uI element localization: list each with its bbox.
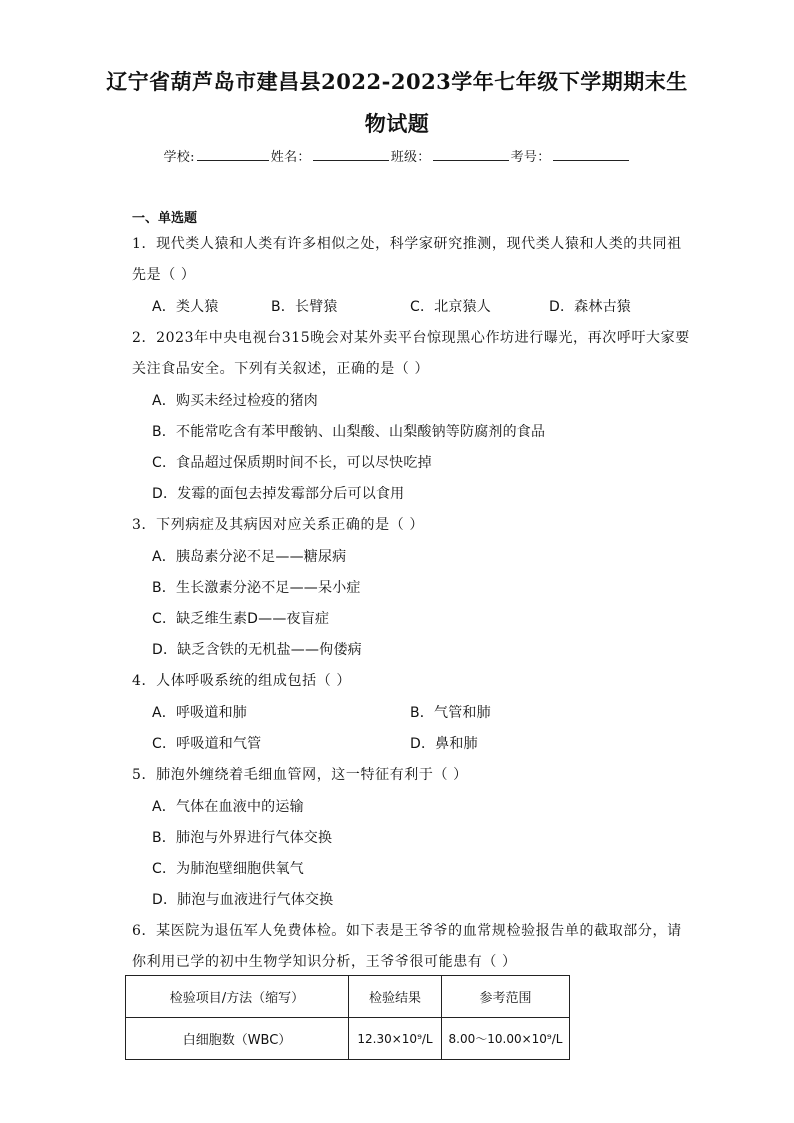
- question-5-option-c: C．为肺泡壁细胞供氧气: [152, 861, 304, 877]
- question-4-option-d: D．鼻和肺: [410, 736, 478, 752]
- question-3-option-c: C．缺乏维生素D——夜盲症: [152, 611, 330, 627]
- question-5-option-b: B．肺泡与外界进行气体交换: [152, 830, 333, 846]
- table-cell: 白细胞数（WBC）: [126, 1018, 349, 1060]
- question-6-line-1: 6．某医院为退伍军人免费体检。如下表是王爷爷的血常规检验报告单的截取部分，请: [132, 923, 682, 939]
- table-cell: 8.00～10.00×10⁹/L: [442, 1018, 570, 1060]
- question-3-option-b: B．生长激素分泌不足——呆小症: [152, 580, 361, 596]
- question-2-option-d: D．发霉的面包去掉发霉部分后可以食用: [152, 486, 405, 502]
- question-3-line-1: 3．下列病症及其病因对应关系正确的是（ ）: [132, 517, 424, 533]
- question-1-line-2: 先是（ ）: [132, 267, 196, 283]
- question-2-option-a: A．购买未经过检疫的猪肉: [152, 393, 318, 409]
- class-blank[interactable]: [433, 148, 509, 161]
- student-info-row: [0, 146, 794, 165]
- table-header-cell: 检验项目/方法（缩写）: [126, 976, 349, 1018]
- question-2-option-b: B．不能常吃含有苯甲酸钠、山梨酸、山梨酸钠等防腐剂的食品: [152, 424, 546, 440]
- question-5-option-d: D．肺泡与血液进行气体交换: [152, 892, 334, 908]
- question-4-option-b: B．气管和肺: [410, 705, 491, 721]
- exam-title-line1: 辽宁省葫芦岛市建昌县2022-2023学年七年级下学期期末生: [106, 69, 688, 94]
- section-heading: 一、单选题: [132, 211, 198, 226]
- question-4-line-1: 4．人体呼吸系统的组成包括（ ）: [132, 673, 351, 689]
- table-header-row: [126, 976, 570, 1018]
- school-blank[interactable]: [197, 148, 269, 161]
- question-1-option-d: D．森林古猿: [549, 299, 631, 315]
- name-blank[interactable]: [313, 148, 389, 161]
- blood-report-table: [125, 975, 570, 1060]
- table-row: [126, 1018, 570, 1060]
- question-3-option-a: A．胰岛素分泌不足——糖尿病: [152, 549, 347, 565]
- question-1-option-b: B．长臂猿: [271, 299, 338, 315]
- exam-no-blank[interactable]: [553, 148, 629, 161]
- exam-title-line2: 物试题: [364, 111, 430, 136]
- class-label: 班级：: [390, 150, 431, 165]
- table-header-cell: 检验结果: [349, 976, 442, 1018]
- question-5-option-a: A．气体在血液中的运输: [152, 799, 304, 815]
- school-label: 学校:: [163, 150, 195, 165]
- table-header-cell: 参考范围: [442, 976, 570, 1018]
- question-5-line-1: 5．肺泡外缠绕着毛细血管网，这一特征有利于（ ）: [132, 767, 468, 783]
- table-cell: 12.30×10⁹/L: [349, 1018, 442, 1060]
- question-1-option-a: A．类人猿: [152, 299, 219, 315]
- question-4-option-a: A．呼吸道和肺: [152, 705, 247, 721]
- name-label: 姓名：: [270, 150, 311, 165]
- exam-no-label: 考号：: [510, 150, 551, 165]
- question-1-line-1: 1．现代类人猿和人类有许多相似之处，科学家研究推测，现代类人猿和人类的共同祖: [132, 236, 682, 252]
- question-1-option-c: C．北京猿人: [410, 299, 491, 315]
- question-6-line-2: 你利用已学的初中生物学知识分析，王爷爷很可能患有（ ）: [132, 954, 517, 970]
- question-2-line-1: 2．2023年中央电视台315晚会对某外卖平台惊现黑心作坊进行曝光，再次呼吁大家要: [132, 330, 690, 346]
- question-3-option-d: D．缺乏含铁的无机盐——佝偻病: [152, 642, 362, 658]
- question-2-line-2: 关注食品安全。下列有关叙述，正确的是（ ）: [132, 361, 430, 377]
- question-2-option-c: C．食品超过保质期时间不长，可以尽快吃掉: [152, 455, 432, 471]
- question-4-option-c: C．呼吸道和气管: [152, 736, 262, 752]
